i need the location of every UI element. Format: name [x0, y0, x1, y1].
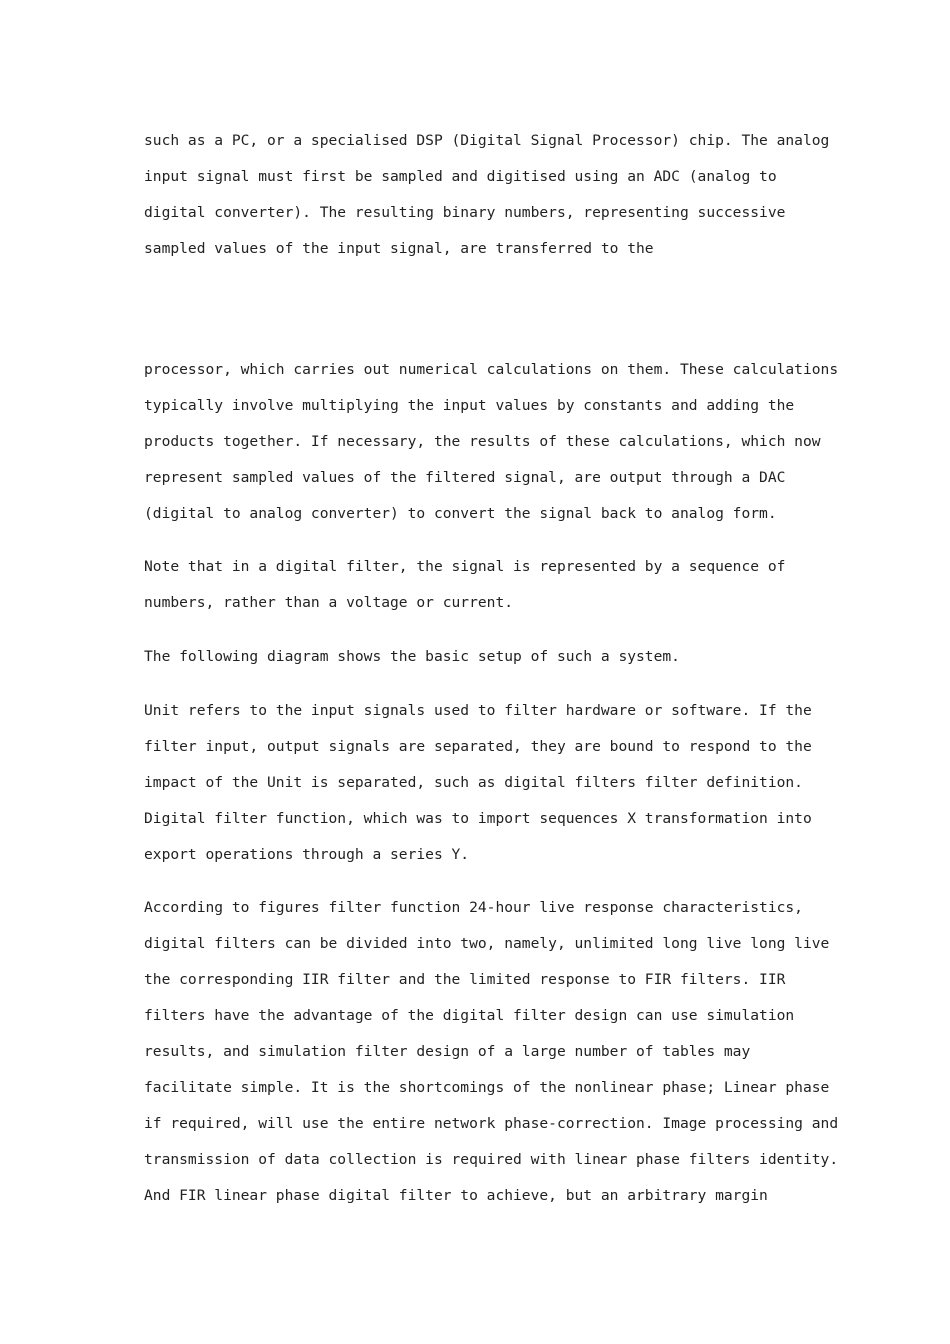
text-line: (digital to analog converter) to convert the signal back to analog form.: [144, 505, 777, 522]
text-line: filters have the advantage of the digital filter design can use simulation: [144, 1007, 795, 1024]
paragraph-diagram-intro: [144, 639, 824, 675]
text-line: digital converter). The resulting binary numbers, representing successive: [144, 204, 786, 221]
text-line: facilitate simple. It is the shortcomings of the nonlinear phase; Linear phase: [144, 1079, 830, 1096]
text-line: Note that in a digital filter, the signal is represented by a sequence of: [144, 558, 786, 575]
paragraph-iir-fir-filters: [144, 890, 839, 1214]
text-line: impact of the Unit is separated, such as digital filters filter definition.: [144, 774, 803, 791]
text-line: filter input, output signals are separated, they are bound to respond to the: [144, 738, 812, 755]
text-line: Digital filter function, which was to import sequences X transformation into: [144, 810, 812, 827]
text-line: transmission of data collection is required with linear phase filters identity.: [144, 1151, 839, 1168]
paragraph-signal-representation: [144, 549, 824, 621]
text-line: results, and simulation filter design of a large number of tables may: [144, 1043, 751, 1060]
text-line: numbers, rather than a voltage or current.: [144, 594, 514, 611]
text-line: The following diagram shows the basic setup of such a system.: [144, 648, 680, 665]
text-line: processor, which carries out numerical calculations on them. These calculations: [144, 361, 839, 378]
text-line: digital filters can be divided into two, namely, unlimited long live long live: [144, 935, 830, 952]
text-line: export operations through a series Y.: [144, 846, 470, 863]
text-line: represent sampled values of the filtered signal, are output through a DAC: [144, 469, 786, 486]
paragraph-unit-definition: [144, 693, 824, 873]
text-line: products together. If necessary, the results of these calculations, which now: [144, 433, 821, 450]
text-line: sampled values of the input signal, are transferred to the: [144, 240, 654, 257]
text-line: According to figures filter function 24-hour live response characteristics,: [144, 899, 803, 916]
text-line: Unit refers to the input signals used to filter hardware or software. If the: [144, 702, 812, 719]
text-line: the corresponding IIR filter and the limited response to FIR filters. IIR: [144, 971, 786, 988]
text-line: typically involve multiplying the input values by constants and adding the: [144, 397, 795, 414]
paragraph-adc-sampling: [144, 123, 830, 267]
text-line: if required, will use the entire network phase-correction. Image processing and: [144, 1115, 839, 1132]
paragraph-processor-calculations: [144, 352, 839, 532]
text-line: And FIR linear phase digital filter to achieve, but an arbitrary margin: [144, 1187, 768, 1204]
text-line: input signal must first be sampled and digitised using an ADC (analog to: [144, 168, 777, 185]
text-line: such as a PC, or a specialised DSP (Digital Signal Processor) chip. The analog: [144, 132, 830, 149]
